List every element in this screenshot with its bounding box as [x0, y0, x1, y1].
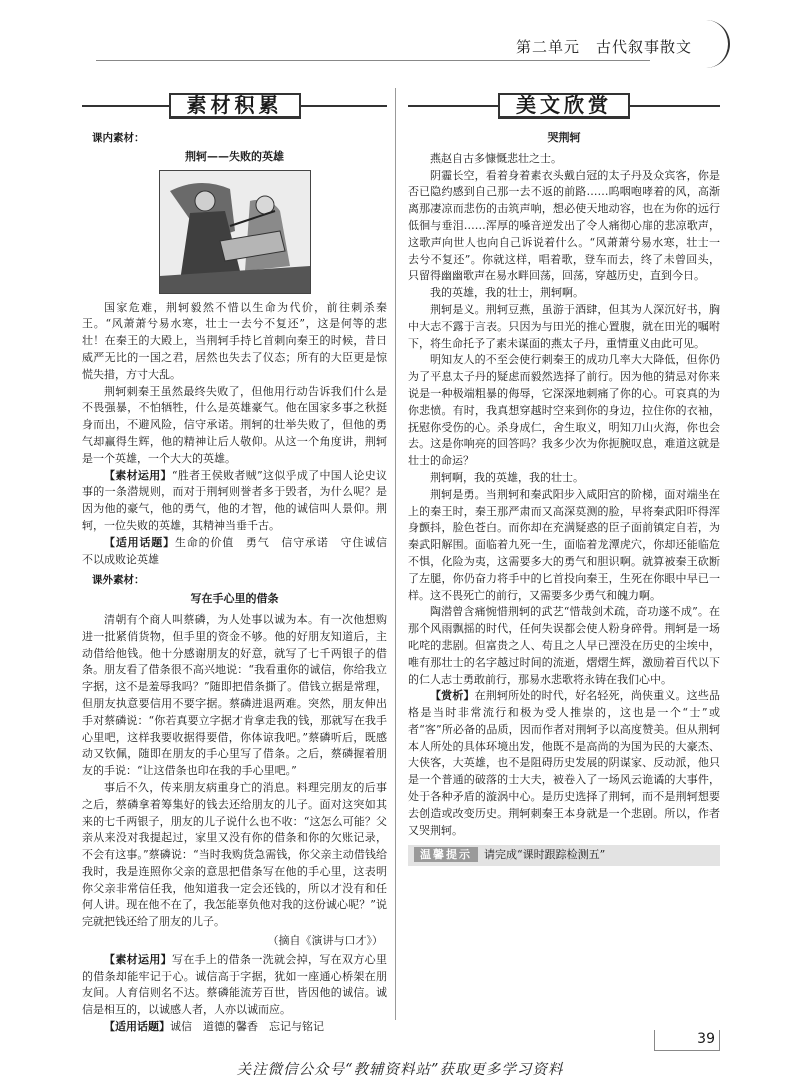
reminder-text: 请完成“课时跟踪检测五” — [484, 848, 606, 862]
material-use-1: 【素材运用】“胜者王侯败者贼”这似乎成了中国人论史议事的一条潜规则，而对于荆轲则誉者多于毁者，为什么呢？是因为他的豪气，他的勇气，他的才智，他的诚信叫人景仰。荆轲，一位失败的英雄，其精神当垂千古。 — [82, 468, 388, 532]
material-use-label: 【素材运用】 — [104, 468, 172, 482]
column-divider — [395, 88, 396, 1020]
story2-paragraph: 事后不久，传来朋友病重身亡的消息。料理完朋友的后事之后，蔡磷拿着筹集好的钱去还给朋友的儿子。面对这突如其来的七千两银子，朋友的儿子说什么也不收：“这怎么可能？父亲从来没对我提起过，家里又没有你的借条和你的欠账记录，不会有这事。”蔡磷说：“当时我购货急需钱，你父亲主动借钱给我时，我是连照你父亲的意思把借条写在他的手心里，这表明你父亲非常信任我，他知道我一定会还钱的，所以才没有和任何人讲。现在他不在了，我怎能辜负他对我的这份诚心呢？”说完就把钱还给了朋友的儿子。 — [82, 780, 387, 929]
topic-label: 【适用话题】 — [104, 1020, 170, 1034]
essay-title: 哭荆轲 — [547, 131, 581, 144]
header-bracket-decoration — [704, 20, 730, 68]
footer-watermark: 关注微信公众号“教辅资料站”获取更多学习资料 — [236, 1062, 564, 1078]
topic-2: 【适用话题】诚信 道德的馨香 忘记与铭记 — [104, 1020, 324, 1034]
essay-paragraph: 阴霾长空，看着身着素衣头戴白冠的太子丹及众宾客，你是否已隐约感到自己那一去不返的前路……呜咽咆哮着的风，高渐离那凄凉而悲伤的击筑声响，想必使天地动容，也在为你的远行低徊与垂泪……浑厚的嗓音逆发出了令人痛彻心扉的悲凉歌声，这歌声向世人也向自己诉说着什么。“风萧萧兮易水寒，壮士一去兮不复还”。你就这样，唱着歌，登车而去，终了未曾回头，只留得幽幽歌声在易水畔回荡，回荡，穿越历史，直到今日。 — [408, 168, 720, 283]
material-use-2: 【素材运用】写在手上的借条一洗就会掉，写在双方心里的借条却能牢记于心。诚信高于字据，犹如一座通心桥架在朋友间。人育信则名不达。蔡磷能流芳百世，皆因他的诚信。诚信是相互的，以诚感人者，人亦以诚而应。 — [82, 952, 387, 1017]
reminder-box — [408, 845, 720, 866]
right-column — [408, 88, 720, 1040]
in-class-label: 课内素材： — [92, 132, 145, 144]
story1-paragraph: 国家危难，荆轲毅然不惜以生命为代价，前往刺杀秦王。“风萧萧兮易水寒，壮士一去兮不复还”，这是何等的悲壮！在秦王的大殿上，当荆轲手持匕首刺向秦王的时候，昔日威严无比的一国之君，居然也失去了仪态；所有的大臣更是惊慌失措，方寸大乱。 — [82, 300, 387, 381]
essay-paragraph: 明知友人的不至会使行刺秦王的成功几率大大降低，但你仍为了平息太子丹的疑虑而毅然选择了前行。因为他的猜忌对你来说是一种极端粗暴的侮辱，它深深地刺痛了你的心。可哀真的为你悲愤。有时，我真想穿越时空来到你的身边，拉住你的衣袖，抚慰你受伤的心。杀身成仁，舍生取义，明知刀山火海，你也会去。这是你响亮的回答吗？我多少次为你扼腕叹息，难道这就是壮士的命运？ — [408, 353, 720, 468]
essay-paragraph: 荆轲是义。荆轲豆燕，虽游于酒肆，但其为人深沉好书，胸中大志不露于言表。只因为与田光的推心置腹，就在田光的嘱咐下，将生命托予了素未谋面的燕太子丹，重情重义由此可见。 — [408, 302, 720, 350]
appreciation: 【赏析】在荆轲所处的时代，好名轻死，尚侠重义。这些品格是当时非常流行和极为受人推崇的，这也是一个“士”或者“客”所必备的品质，因而作者对荆轲予以高度赞美。但从荆轲本人所处的具体环境出发，他既不是高尚的为国为民的大豪杰、大侠客，大英雄，也不是阻碍历史发展的阴谋家、反动派，他只是一个普通的破落的士大夫，被卷入了一场风云诡谲的大事件，处于各种矛盾的漩涡中心。是历史选择了荆轲，而不是荆轲想要去创造或改变历史。荆轲刺秦王本身就是一个悲剧。所以，作者又哭荆轲。 — [408, 689, 720, 837]
story1-paragraph: 荆轲刺秦王虽然最终失败了，但他用行动告诉我们什么是不畏强暴，不怕牺牲，什么是英雄豪气。他在国家多事之秋挺身而出，不避风险，信守承诺。荆轲的壮举失败了，但他的勇气却赢得生辉，他的精神让后人敬仰。从这一个角度讲，荆轲是一个英雄，一个大大的英雄。 — [82, 384, 387, 465]
page-number: 39 — [654, 1030, 720, 1051]
left-column — [82, 88, 399, 1040]
section-title-materials: 素材积累 — [82, 90, 387, 122]
story1-title: 荆轲——失败的英雄 — [185, 149, 284, 163]
topic-1: 【适用话题】生命的价值 勇气 信守承诺 守住诚信 不以成败论英雄 — [82, 535, 399, 566]
material-use-label: 【素材运用】 — [104, 952, 172, 966]
story2-title: 写在手心里的借条 — [190, 592, 279, 606]
appreciation-label: 【赏析】 — [430, 689, 475, 703]
section-title-essay: 美文欣赏 — [408, 90, 720, 122]
essay-paragraph: 我的英雄，我的壮士，荆轲啊。 — [430, 286, 584, 300]
source-citation: （摘自《演讲与口才》） — [267, 934, 383, 948]
essay-paragraph: 荆轲啊，我的英雄，我的壮士。 — [430, 470, 584, 484]
out-class-label: 课外素材： — [92, 574, 145, 587]
header-rule — [96, 60, 650, 61]
essay-paragraph: 燕赵自古多慷慨悲壮之士。 — [430, 151, 562, 165]
jingke-illustration — [159, 170, 311, 294]
topic-label: 【适用话题】 — [104, 535, 175, 549]
page-header — [0, 0, 800, 70]
essay-paragraph: 陶潜曾含痛惋惜荆轲的武艺“惜哉剑术疏，奇功遂不成”。在那个风雨飘摇的时代，任何失误都会使人粉身碎骨。荆轲是一场叱咤的悲剧。但富贵之人、苟且之人早已湮没在历史的尘埃中，唯有那壮士的名字越过时间的流逝，熠熠生辉，激励着百代以下的仁人志士勇敢前行，那易水悲歌将永铸在我们心中。 — [408, 605, 720, 686]
reminder-label: 温馨提示 — [414, 847, 478, 862]
essay-paragraph: 荆轲是勇。当荆轲和秦武阳步入咸阳宫的阶梯，面对端坐在上的秦王时，秦王那严肃而又高深莫测的脸，早将秦武阳吓得浑身颤抖，脸色苍白。而你却在充满疑惑的臣子面前镇定自若，为秦武阳解围。面临着九死一生，面临着龙潭虎穴，你却还能临危不惧，化险为夷，这需要多大的勇气和胆识啊。就算被秦王砍断了左腿，你仍奋力将手中的匕首投向秦王，生死在你眼中早已一样。这不畏死亡的前行，又需要多少勇气和魄力啊。 — [408, 487, 720, 602]
story2-paragraph: 清朝有个商人叫蔡磷，为人处事以诚为本。有一次他想购进一批紧俏货物，但手里的资金不够。他的好朋友知道后，主动借给他钱。他十分感谢朋友的好意，就写了七千两银子的借条。朋友看了借条很不高兴地说：“我看重你的诚信，你给我立字据，这不是羞辱我吗？”随即把借条撕了。借钱立据是常理，但朋友执意要信用不要字据。蔡磷进退两难。突然，朋友伸出手对蔡磷说：“你若真要立字据才肯拿走我的钱，那就写在我手心里吧，这样我要收据得要借，你体谅我吧。”蔡磷听后，既感动又钦佩，随即在朋友的手心里写了借条。之后，蔡磷握着朋友的手说：“让这借条也印在我的手心里吧。” — [82, 612, 387, 778]
unit-title: 第二单元 古代叙事散文 — [515, 38, 692, 56]
